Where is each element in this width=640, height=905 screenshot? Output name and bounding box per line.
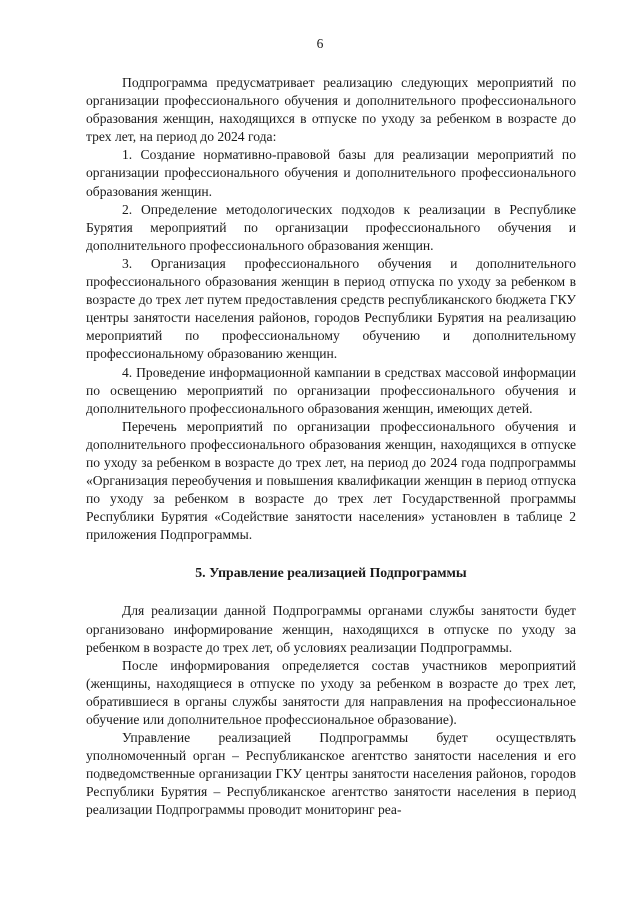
spacer	[86, 544, 576, 564]
paragraph-management: Управление реализацией Подпрограммы будет осуществлять уполномоченный орган – Республиканское агентство занятости населения и его подведомственные организации ГКУ центры занятости населения районов, городов Республики Бурятия – Республиканское агентство занятости населения в период реализации Подпрограммы проводит мониторинг реа-	[86, 730, 576, 818]
paragraph-informing: Для реализации данной Подпрограммы органами службы занятости будет организовано информирование женщин, находящихся в отпуске по уходу за ребенком в возрасте до трех лет, об условиях реализации Подпрограммы.	[86, 603, 576, 655]
paragraph-list-of-measures: Перечень мероприятий по организации профессионального обучения и дополнительного профессионального образования женщин, находящихся в отпуске по уходу за ребенком в возрасте до трех лет, на период до 2024 года подпрограммы «Организация переобучения и повышения квалификации женщин в период отпуска по уходу за ребенком в возрасте до трех лет Государственной программы Республики Бурятия «Содействие занятости населения» установлен в таблице 2 приложения Подпрограммы.	[86, 418, 576, 543]
list-item-2: 2. Определение методологических подходов к реализации в Республике Бурятия мероприятий по организации профессионального обучения и дополнительного профессионального образования женщин.	[86, 201, 576, 253]
spacer	[86, 582, 576, 602]
document-body	[86, 74, 576, 820]
list-item-3: 3. Организация профессионального обучения и дополнительного профессионального образования женщин в период отпуска по уходу за ребенком в возрасте до трех лет путем предоставления средств республиканского бюджета ГКУ центры занятости населения районов, городов Республики Бурятия на реализацию мероприятий по профессиональному обучению и дополнительному профессиональному образованию женщин.	[86, 255, 576, 362]
section-heading: 5. Управление реализацией Подпрограммы	[195, 565, 467, 581]
list-item-4: 4. Проведение информационной кампании в средствах массовой информации по освещению мероприятий по организации профессионального обучения и дополнительного профессионального образования женщин, имеющих детей.	[86, 364, 576, 416]
paragraph-participants: После информирования определяется состав участников мероприятий (женщины, находящиеся в отпуске по уходу за ребенком в возрасте до трех лет, обратившиеся в органы службы занятости для направления на профессиональное обучение или дополнительное профессиональное образование).	[86, 657, 576, 727]
paragraph-intro: Подпрограмма предусматривает реализацию следующих мероприятий по организации профессионального обучения и дополнительного профессионального образования женщин, находящихся в отпуске по уходу за ребенком в возрасте до трех лет, на период до 2024 года:	[86, 75, 576, 145]
list-item-1: 1. Создание нормативно-правовой базы для реализации мероприятий по организации профессионального обучения и дополнительного профессионального образования женщин.	[86, 147, 576, 199]
page-number: 6	[316, 36, 324, 51]
